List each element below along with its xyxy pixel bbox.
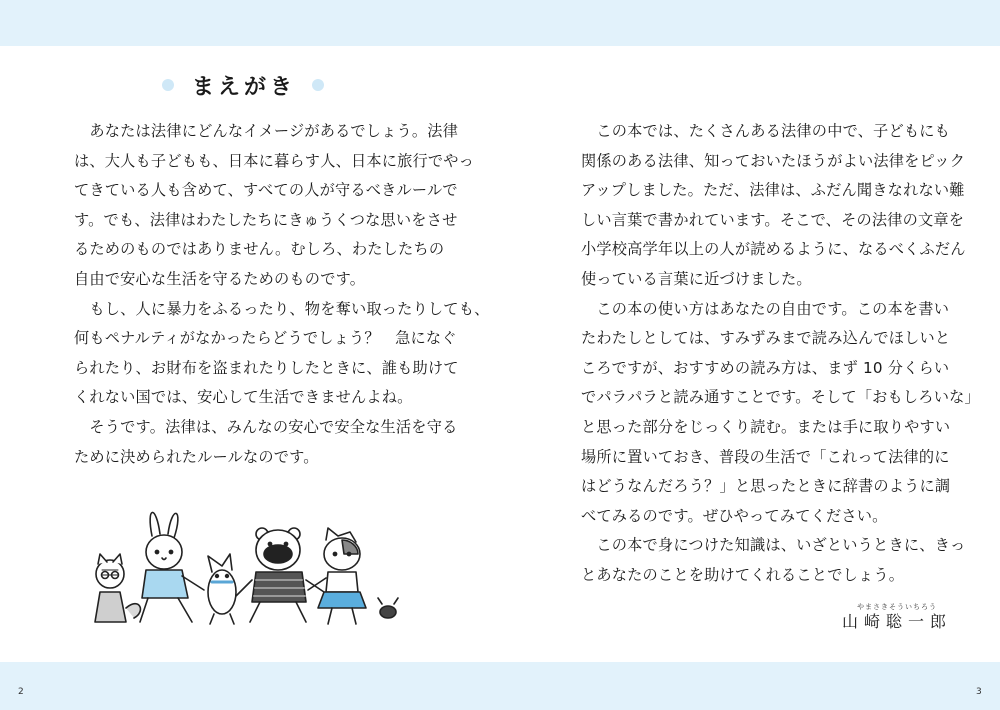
text-line: この本で身につけた知識は、いざというときに、きっ — [581, 536, 966, 555]
text-line: この本では、たくさんある法律の中で、子どもにも — [581, 122, 950, 140]
text-line: この本の使い方はあなたの自由です。この本を書い — [581, 299, 950, 318]
text-line: てきている人も含めて、すべての人が守るべきルールで — [74, 181, 458, 200]
text-line: ために決められたルールなのです。 — [74, 447, 319, 466]
text-line: くれない国では、安心して生活できませんよね。 — [74, 388, 413, 407]
text-line: アップしました。ただ、法律は、ふだん聞きなれない難 — [581, 181, 965, 200]
text-line: 自由で安心な生活を守るためのものです。 — [74, 269, 366, 288]
bear-figure — [236, 528, 324, 622]
text-line: しい言葉で書かれています。そこで、その法律の文章を — [581, 210, 965, 229]
title-row — [162, 68, 324, 102]
left-column-text — [74, 117, 490, 472]
text-line: 使っている言葉に近づけました。 — [581, 269, 812, 288]
text-line: そうです。法律は、みんなの安心で安全な生活を守る — [74, 417, 458, 436]
bird-figure — [208, 554, 236, 624]
author-name: 山崎聡一郎 — [842, 612, 953, 631]
text-line: はどうなんだろう？」と思ったときに辞書のように調 — [581, 477, 951, 496]
text-line: べてみるのです。ぜひやってみてください。 — [581, 506, 888, 525]
right-column-text — [581, 117, 980, 591]
striped-cat-figure — [95, 554, 140, 622]
text-line: 何もペナルティがなかったらどうでしょう？ 急になぐ — [74, 329, 457, 348]
text-line: あなたは法律にどんなイメージがあるでしょう。法律 — [74, 122, 459, 140]
text-line: は、大人も子どもも、日本に暮らす人、日本に旅行でやっ — [74, 151, 475, 170]
text-line: たわたしとしては、すみずみまで読み込んでほしいと — [581, 329, 951, 348]
animal-characters-illustration — [80, 500, 410, 630]
text-line: でパラパラと読み通すことです。そして「おもしろいな」 — [581, 388, 980, 407]
title-dot-right — [312, 79, 324, 91]
text-line: 場所に置いておき、普段の生活で「これって法律的に — [581, 447, 950, 466]
title-dot-left — [162, 79, 174, 91]
rabbit-figure — [140, 512, 204, 622]
top-band — [0, 0, 1000, 46]
author-ruby: やまさきそういちろう — [857, 603, 937, 611]
bottom-band — [0, 662, 1000, 710]
author-signature — [842, 603, 952, 632]
page-number-right: 3 — [976, 687, 982, 697]
beetle-figure — [378, 598, 398, 618]
text-line: るためのものではありません。むしろ、わたしたちの — [74, 240, 445, 259]
text-line: もし、人に暴力をふるったり、物を奪い取ったりしても、 — [74, 299, 490, 318]
text-line: 小学校高学年以上の人が読めるように、なるべくふだん — [581, 240, 966, 259]
text-line: ころですが、おすすめの読み方は、まず 10 分くらい — [581, 358, 950, 377]
text-line: と思った部分をじっくり読む。または手に取りやすい — [581, 417, 951, 436]
text-line: す。でも、法律はわたしたちにきゅうくつな思いをさせ — [74, 210, 458, 229]
text-line: られたり、お財布を盗まれたりしたときに、誰も助けて — [74, 358, 459, 377]
text-line: 関係のある法律、知っておいたほうがよい法律をピック — [581, 151, 966, 170]
page-number-left: 2 — [18, 687, 24, 697]
text-line: とあなたのことを助けてくれることでしょう。 — [581, 565, 905, 584]
page-title: まえがき — [192, 74, 297, 100]
cat-figure — [308, 528, 366, 624]
